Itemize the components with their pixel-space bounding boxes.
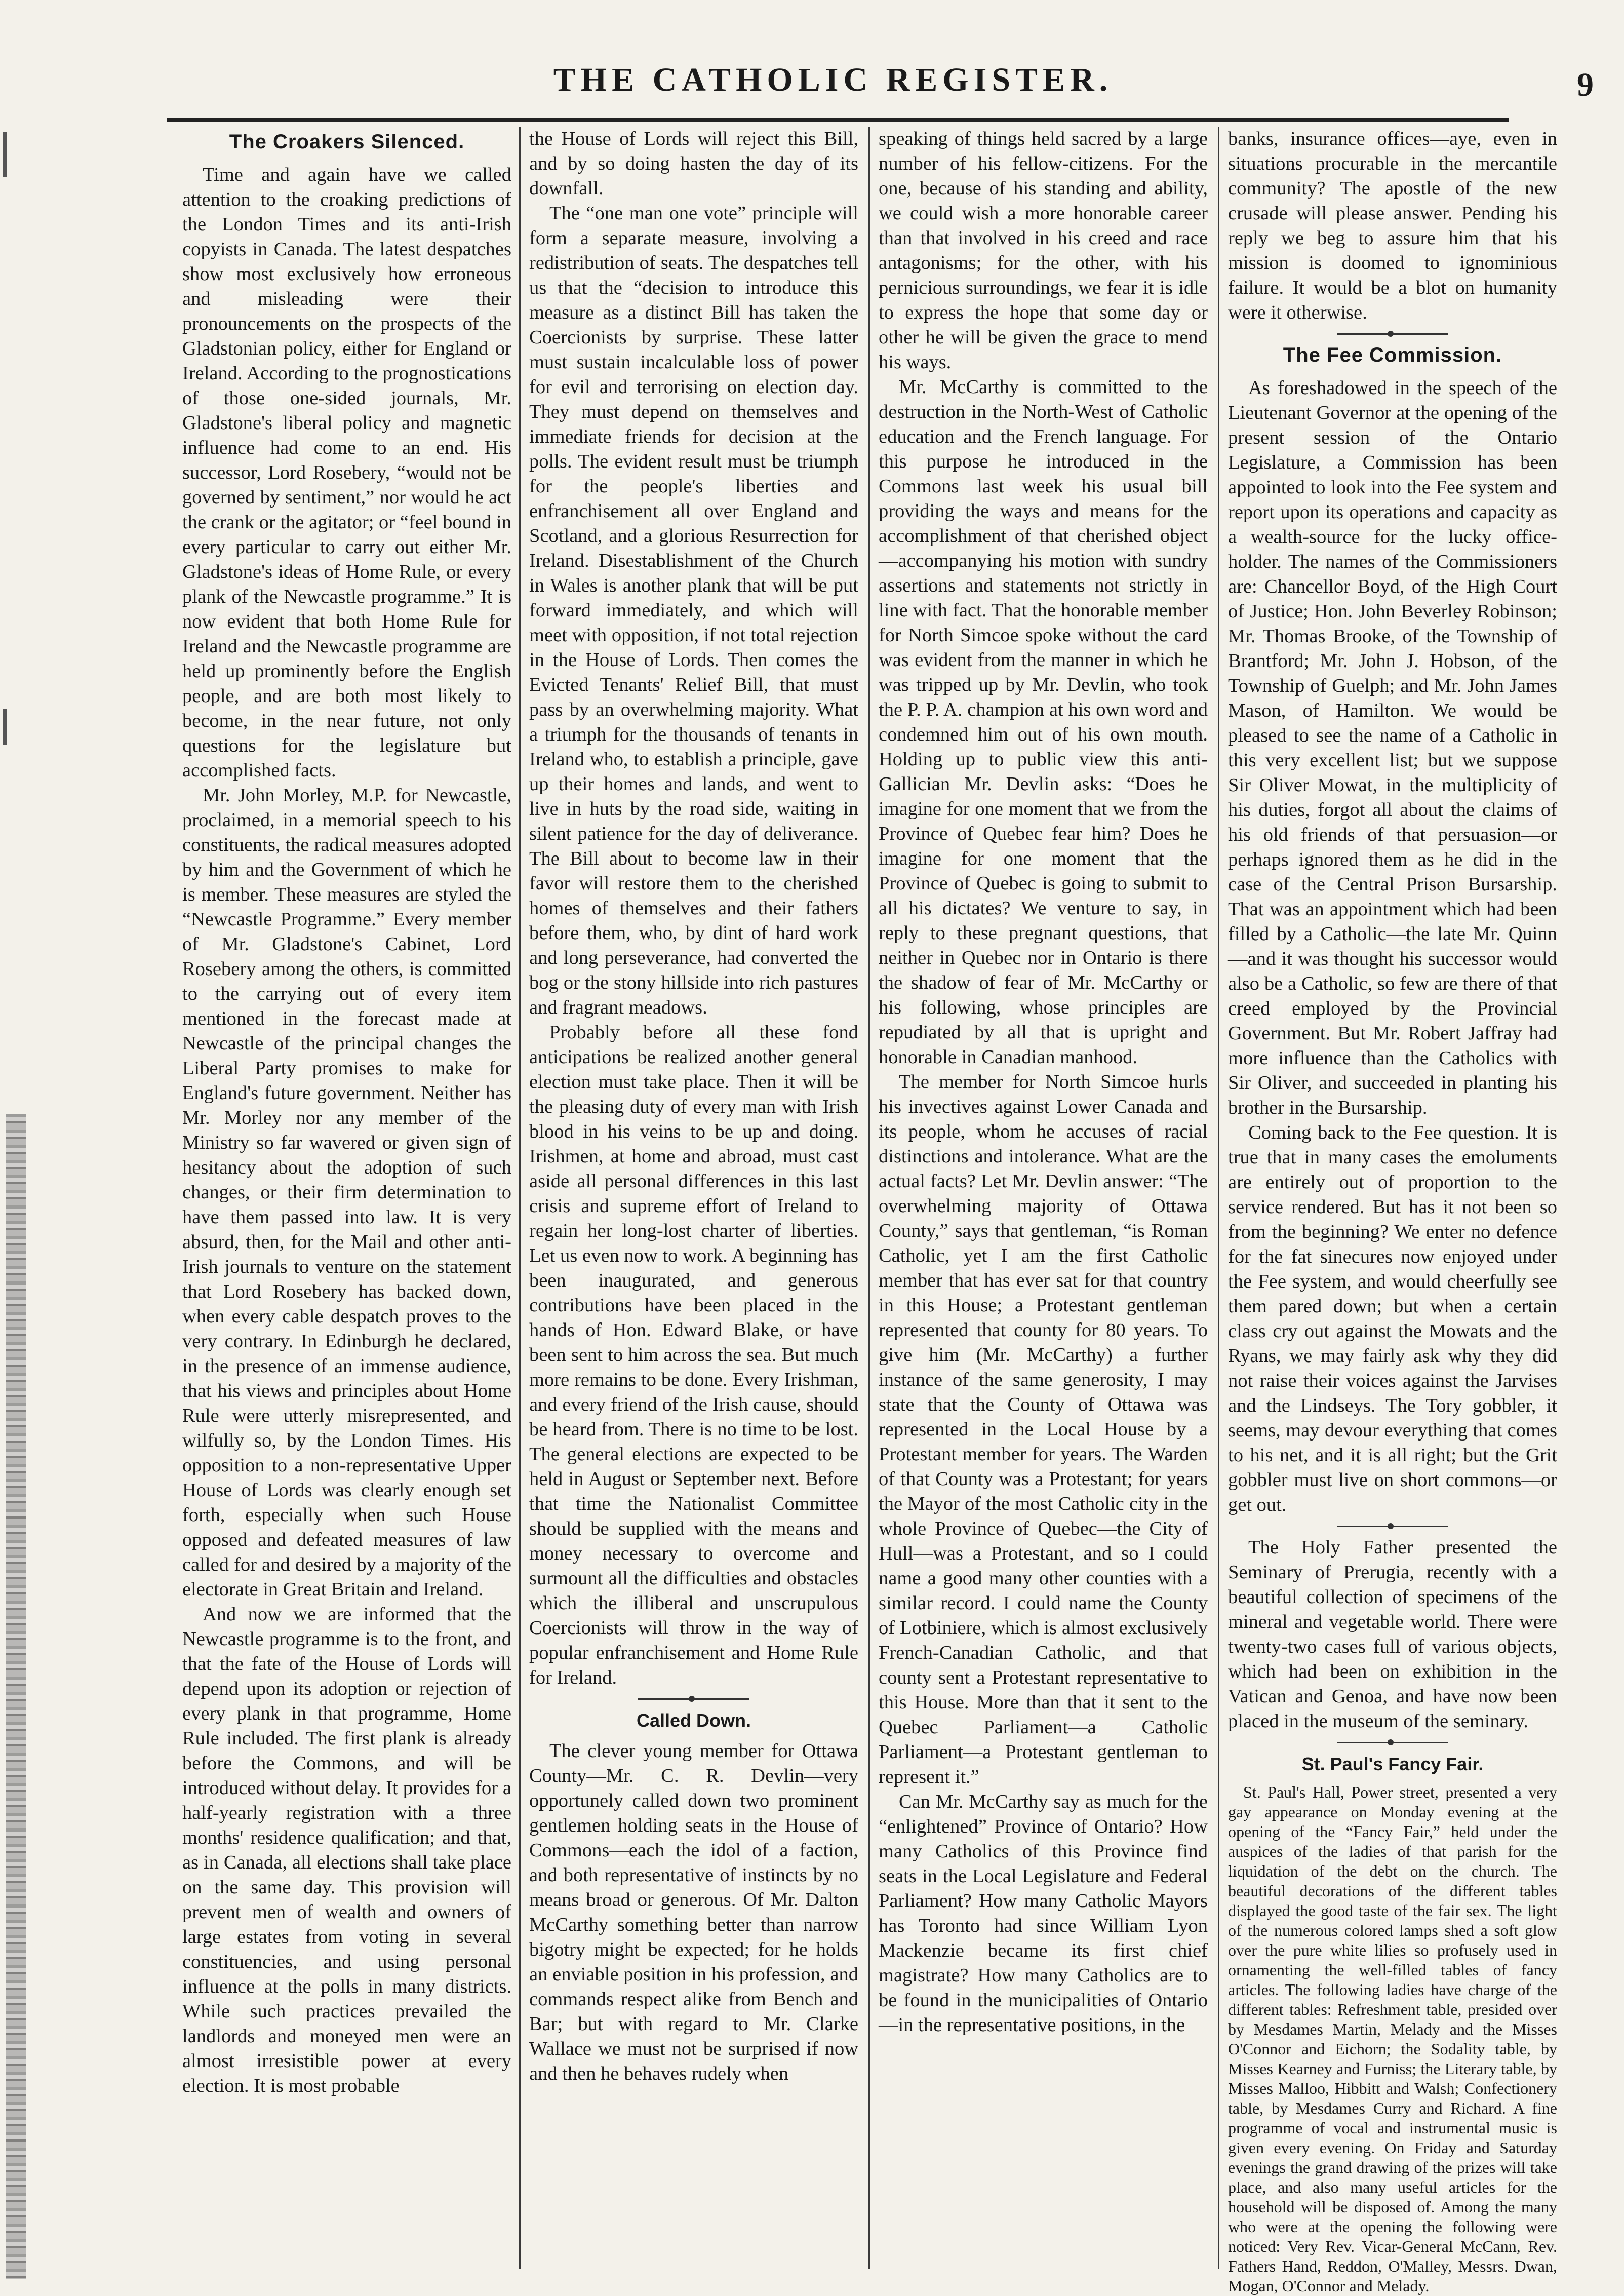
header-rule <box>167 118 1509 122</box>
scan-mark <box>3 709 7 745</box>
column-rule <box>1218 127 1219 2269</box>
paragraph: Probably before all these fond anticipations be realized another general election must take place. Then it will be the pleasing duty of every man with Irish blood in his veins to be up and doing. Irishmen, at home and abroad, must cast aside all personal differences in this last crisis and supreme effort of Ireland to regain her long-lost charter of liberties. Let us even now to work. A beginning has been inaugurated, and generous contributions have been placed in the hands of Hon. Edward Blake, or have been sent to him across the sea. But much more remains to be done. Every Irishman, and every friend of the Irish cause, should be heard from. There is no time to be lost. The general elections are expected to be held in August or September next. Before that time the Nationalist Committee should be supplied with the means and money necessary to overcome and surmount all the difficulties and obstacles which the illiberal and unscrupulous Coercionists will throw in the way of popular enfranchisement and Home Rule for Ireland. <box>529 1022 858 1688</box>
paragraph: Can Mr. McCarthy say as much for the “enlightened” Province of Ontario? How many Catholics of this Province find seats in the Local Legislature and Federal Parliament? How many Catholic Mayors has Toronto had since William Lyon Mackenzie became its first chief magistrate? How many Catholics are to be found in the municipalities of Ontario—in the representative positions, in the <box>879 1791 1208 2036</box>
column-4 <box>1228 127 1557 2295</box>
paragraph: Mr. John Morley, M.P. for Newcastle, proclaimed, in a memorial speech to his constituents, the radical measures adopted by him and the Government of which he is member. These measures are styled the “Newcastle Programme.” Every member of Mr. Gladstone's Cabinet, Lord Rosebery among the others, is committed to the carrying out of every item mentioned in the forecast made at Newcastle of the principal changes the Liberal Party promises to make for England's future government. Neither has Mr. Morley nor any member of the Ministry so far wavered or given sign of hesitancy about the adoption of such changes, or their firm determination to have them passed into law. It is very absurd, then, for the Mail and other anti-Irish journals to venture on the statement that Lord Rosebery has backed down, when every cable despatch proves to the very contrary. In Edinburgh he declared, in the presence of an immense audience, that his views and principles about Home Rule were utterly misrepresented, and wilfully so, by the London Times. His opposition to a non-representative Upper House of Lords was clearly enough set forth, especially when such House opposed and defeated measures of law called for and desired by a majority of the electorate in Great Britain and Ireland. <box>182 785 511 1600</box>
article-title-fee-commission: The Fee Commission. <box>1283 344 1502 366</box>
paragraph: Time and again have we called attention to the croaking predictions of the London Times and its anti-Irish copyists in Canada. The latest despatches show most exclusively how erroneous and misleading were their pronouncements on the prospects of the Gladstonian policy, either for England or Ireland. According to the prognostications of those one-sided journals, Mr. Gladstone's liberal policy and magnetic influence had come to an end. His successor, Lord Rosebery, “would not be governed by sentiment,” nor would he act the crank or the agitator; or “feel bound in every particular to carry out either Mr. Gladstone's ideas of Home Rule, or every plank of the Newcastle programme.” It is now evident that both Home Rule for Ireland and the Newcastle programme are held up prominently before the English people, and are both most likely to become, in the near future, not only questions for the legislature but accomplished facts. <box>182 164 511 781</box>
section-divider <box>1337 1526 1448 1527</box>
paragraph: And now we are informed that the Newcastle programme is to the front, and that the fate of the House of Lords will depend upon its adoption or rejection of every plank in that programme, Home Rule included. The first plank is already before the Commons, and will be introduced without delay. It provides for a half-yearly registration with a three months' residence qualification; and that, as in Canada, all elections shall take place on the same day. This provision will prevent men of wealth and owners of large estates from voting in several constituencies, and using personal influence at the polls in many districts. While such practices prevailed the landlords and moneyed men were an almost irresistible power at every election. It is most probable <box>182 1604 511 2096</box>
page-number: 9 <box>1577 66 1594 103</box>
paragraph: The member for North Simcoe hurls his invectives against Lower Canada and its people, whom he accuses of racial distinctions and intolerance. What are the actual facts? Let Mr. Devlin answer: “The overwhelming majority of Ottawa County,” says that gentleman, “is Roman Catholic, yet I am the first Catholic member that has ever sat for that country in this House; a Protestant gentleman represented that county for 80 years. To give him (Mr. McCarthy) a further instance of the same generosity, I may state that the County of Ottawa was represented in the Local House by a Protestant member for years. The Warden of that County was a Protestant; for years the Mayor of the most Catholic city in the whole Province of Quebec—the City of Hull—was a Protestant, and so I could name a good many other counties with a similar record. I could name the County of Lotbiniere, which is almost exclusively French-Canadian Catholic, and that county sent a Protestant representative to this House. More than that it sent to the Quebec Parliament—a Catholic Parliament—a Protestant gentleman to represent it.” <box>879 1071 1208 1787</box>
paragraph: speaking of things held sacred by a large number of his fellow-citizens. For the one, because of his standing and ability, we could wish a more honorable career than that involved in his creed and race antagonisms; for the other, with his pernicious surroundings, we fear it is idle to express the hope that some day or other he will be given the grace to mend his ways. <box>879 128 1208 373</box>
column-2 <box>529 127 858 2269</box>
paragraph: As foreshadowed in the speech of the Lieutenant Governor at the opening of the present session of the Ontario Legislature, a Commission has been appointed to look into the Fee system and report upon its operations and capacity as a wealth-source for the lucky office-holder. The names of the Commissioners are: Chancellor Boyd, of the High Court of Justice; Hon. John Beverley Robinson; Mr. Thomas Brooke, of the Township of Brantford; Mr. John J. Hobson, of the Township of Guelph; and Mr. John James Mason, of Hamilton. We would be pleased to see the name of a Catholic in this very excellent list; but we suppose Sir Oliver Mowat, in the multiplicity of his duties, forgot all about the claims of his old friends of that persuasion—or perhaps ignored them as he did in the case of the Central Prison Bursarship. That was an appointment which had been filled by a Catholic—the late Mr. Quinn—and it was thought his successor would also be a Catholic, so few are there of that creed employed by the Provincial Government. But Mr. Robert Jaffray had more influence than the Catholics with Sir Oliver, and succeeded in planting his brother in the Bursarship. <box>1228 377 1557 1118</box>
section-divider <box>1337 333 1448 335</box>
scan-edge-artifact <box>0 0 61 2285</box>
column-rule <box>519 127 521 2269</box>
paragraph: Coming back to the Fee question. It is true that in many cases the emoluments are entirely out of proportion to the service rendered. But has it not been so from the beginning? We enter no defence for the fat sinecures now enjoyed under the Fee system, and would cheerfully see them pared down; but when a certain class cry out against the Mowats and the Ryans, we may fairly ask why they did not raise their voices against the Jarvises and the Lindseys. The Tory gobbler, it seems, may devour everything that comes to his net, and it is all right; but the Grit gobbler must live on short commons—or get out. <box>1228 1122 1557 1515</box>
paragraph: Mr. McCarthy is committed to the destruction in the North-West of Catholic education and the French language. For this purpose he introduced in the Commons last week his usual bill providing the ways and means for the accomplishment of that cherished object—accompanying his motion with sundry assertions and statements not strictly in line with fact. That the honorable member for North Simcoe spoke without the card was evident from the manner in which he was tripped up by Mr. Devlin, who took the P. P. A. champion at his own word and condemned him out of his own mouth. Holding up to public view this anti-Gallician Mr. Devlin asks: “Does he imagine for one moment that we from the Province of Quebec fear him? Does he imagine for one moment that the Province of Quebec is going to submit to all his dictates? We venture to say, in reply to these pregnant questions, that neither in Quebec nor in Ontario is there the shadow of fear of Mr. McCarthy or his following, whose principles are repudiated by all that is upright and honorable in Canadian manhood. <box>879 376 1208 1068</box>
section-divider <box>638 1698 749 1700</box>
column-3 <box>879 127 1208 2269</box>
column-1 <box>182 127 511 2269</box>
paragraph: The “one man one vote” principle will form a separate measure, involving a redistribution of seats. The despatches tell us that the “decision to introduce this measure as a distinct Bill has taken the Coercionists by surprise. These latter must sustain incalculable loss of power for evil and terrorising on election day. They must depend on themselves and immediate friends for decision at the polls. The evident result must be triumph for the people's liberties and enfranchisement all over England and Scotland, and a glorious Resurrection for Ireland. Disestablishment of the Church in Wales is another plank that will be put forward immediately, and which will meet with opposition, if not total rejection in the House of Lords. Then comes the Evicted Tenants' Relief Bill, that must pass by an overwhelming majority. What a triumph for the thousands of tenants in Ireland who, to establish a principle, gave up their homes and lands, and went to live in huts by the road side, waiting in silent patience for the day of deliverance. The Bill about to become law in their favor will restore them to the cherished homes of themselves and their fathers before them, who, by dint of hard work and long perseverance, had converted the bog or the stony hillside into rich pastures and fragrant meadows. <box>529 203 858 1018</box>
paragraph: The Holy Father presented the Seminary of Prerugia, recently with a beautiful collection of specimens of the mineral and vegetable world. There were twenty-two cases full of various objects, which had been on exhibition in the Vatican and Genoa, and have now been placed in the museum of the seminary. <box>1228 1537 1557 1732</box>
article-title-called-down: Called Down. <box>636 1710 751 1731</box>
article-title-croakers: The Croakers Silenced. <box>229 131 465 153</box>
fancy-fair-body <box>1228 1782 1557 2296</box>
paragraph: The clever young member for Ottawa County—Mr. C. R. Devlin—very opportunely called down two prominent gentlemen holding seats in the House of Commons—each the idol of a faction, and both representative of instincts by no means broad or generous. Of Mr. Dalton McCarthy something better than narrow bigotry might be expected; for he holds an enviable position in his profession, and commands respect alike from Bench and Bar; but with regard to Mr. Clarke Wallace we must not be surprised if now and then he behaves rudely when <box>529 1740 858 2084</box>
column-rule <box>868 127 870 2269</box>
binding-strip <box>6 1114 26 2279</box>
masthead-title: THE CATHOLIC REGISTER. <box>553 61 1113 98</box>
paragraph: the House of Lords will reject this Bill, and by so doing hasten the day of its downfall. <box>529 128 858 199</box>
article-title-fancy-fair: St. Paul's Fancy Fair. <box>1301 1754 1484 1774</box>
paragraph: banks, insurance offices—aye, even in situations procurable in the mercantile community? The apostle of the new crusade will please answer. Pending his reply we beg to assure him that his mission is doomed to ignominious failure. It would be a blot on humanity were it otherwise. <box>1228 128 1557 323</box>
paragraph: St. Paul's Hall, Power street, presented a very gay appearance on Monday evening at the opening of the “Fancy Fair,” held under the auspices of the ladies of that parish for the liquidation of the debt on the church. The beautiful decorations of the different tables displayed the good taste of the fair sex. The light of the numerous colored lamps shed a soft glow over the pure white lilies so profusely used in ornamenting the well-filled tables of fancy articles. The following ladies have charge of the different tables: Refreshment table, presided over by Mesdames Martin, Melady and the Misses O'Connor and Eichorn; the Sodality table, by Misses Kearney and Furniss; the Literary table, by Misses Malloo, Hibbitt and Walsh; Confectionery table, by Mesdames Curry and Richard. A fine programme of vocal and instrumental music is given every evening. On Friday and Saturday evenings the grand drawing of the prizes will take place, and also many useful articles for the household will be disposed of. Among the many who were at the opening the following were noticed: Very Rev. Vicar-General McCann, Rev. Fathers Hand, Reddon, O'Malley, Messrs. Dwan, Mogan, O'Connor and Melady. <box>1228 1783 1557 2295</box>
scan-mark <box>3 132 7 177</box>
section-divider <box>1337 1742 1448 1743</box>
